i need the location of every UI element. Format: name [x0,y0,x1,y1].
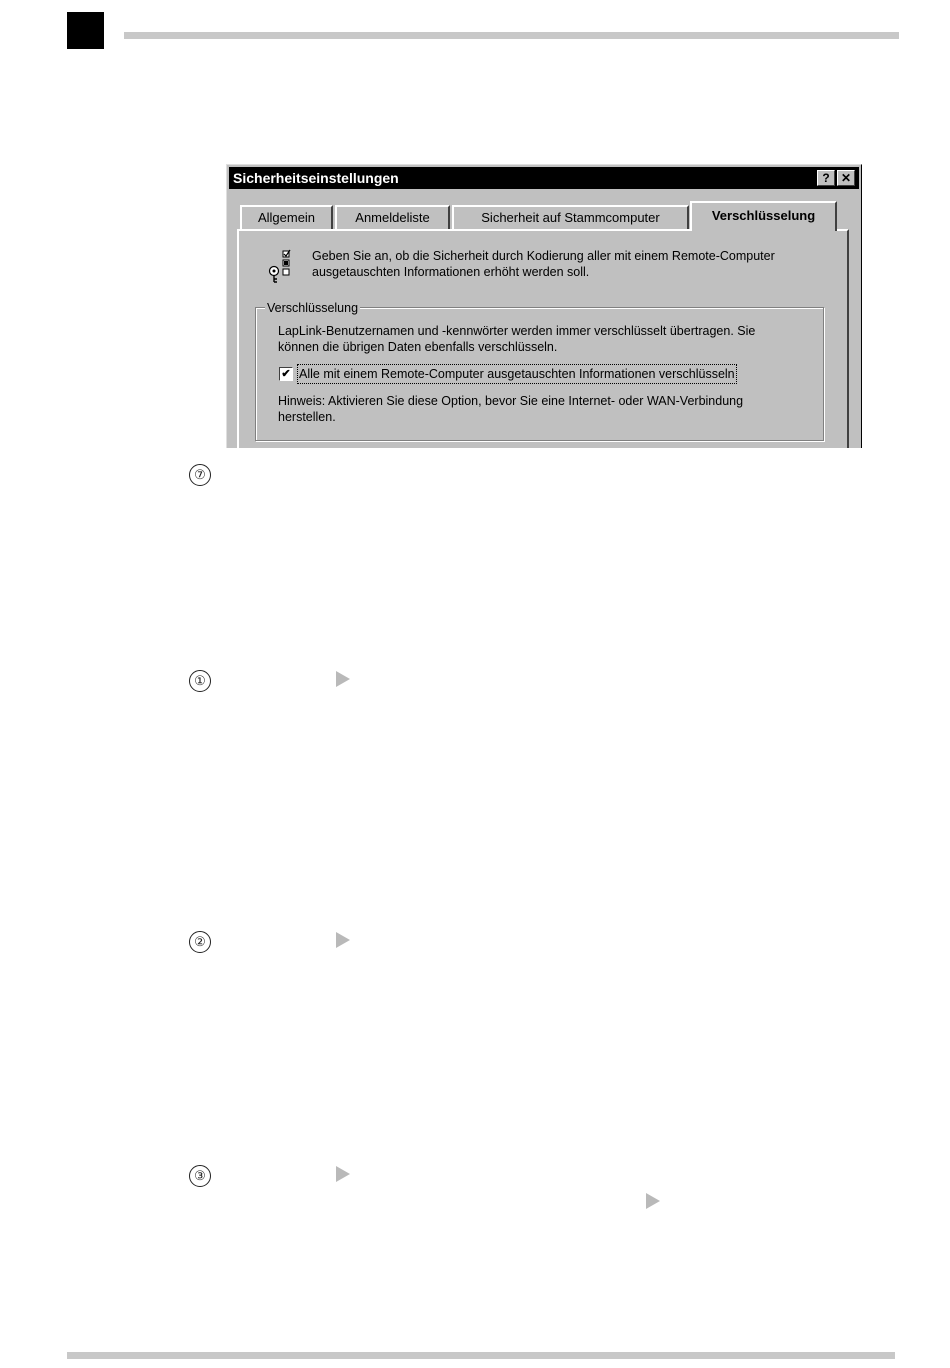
close-button[interactable]: ✕ [837,170,855,186]
tab-sicherheit-stammcomputer[interactable]: Sicherheit auf Stammcomputer [452,205,689,230]
group-text-line1: LapLink-Benutzernamen und -kennwörter werden immer verschlüsselt übertragen. Sie [278,324,756,338]
tab-verschluesselung[interactable]: Verschlüsselung [690,201,837,231]
group-label: Verschlüsselung [267,301,359,315]
encrypt-all-label[interactable]: Alle mit einem Remote-Computer ausgetauschten Informationen verschlüsseln [299,367,735,381]
dialog-titlebar [229,167,859,189]
arrow-right-icon [336,932,350,948]
intro-text-line2: ausgetauschten Informationen erhöht werden soll. [312,265,590,279]
help-button[interactable]: ? [817,170,835,186]
tab-allgemein[interactable]: Allgemein [240,205,333,230]
intro-text-line1: Geben Sie an, ob die Sicherheit durch Kodierung aller mit einem Remote-Computer [312,249,775,263]
encrypt-all-checkbox[interactable]: ✔ [279,367,293,381]
security-key-icon [267,249,295,285]
header-rule [124,32,899,39]
note-line1: Hinweis: Aktivieren Sie diese Option, bevor Sie eine Internet- oder WAN-Verbindung [278,394,744,408]
group-text-line2: können die übrigen Daten ebenfalls verschlüsseln. [278,340,558,354]
step-marker-1: ① [189,670,211,692]
step-marker-3: ③ [189,1165,211,1187]
note-line2: herstellen. [278,410,336,424]
step-marker-7: ⑦ [189,464,211,486]
arrow-right-icon [336,671,350,687]
chapter-marker-square [67,12,104,49]
arrow-right-icon [336,1166,350,1182]
arrow-right-icon [646,1193,660,1209]
tab-anmeldeliste[interactable]: Anmeldeliste [335,205,450,230]
footer-rule [67,1352,895,1359]
security-settings-dialog [226,164,862,448]
dialog-title: Sicherheitseinstellungen [233,170,399,186]
step-marker-2: ② [189,931,211,953]
